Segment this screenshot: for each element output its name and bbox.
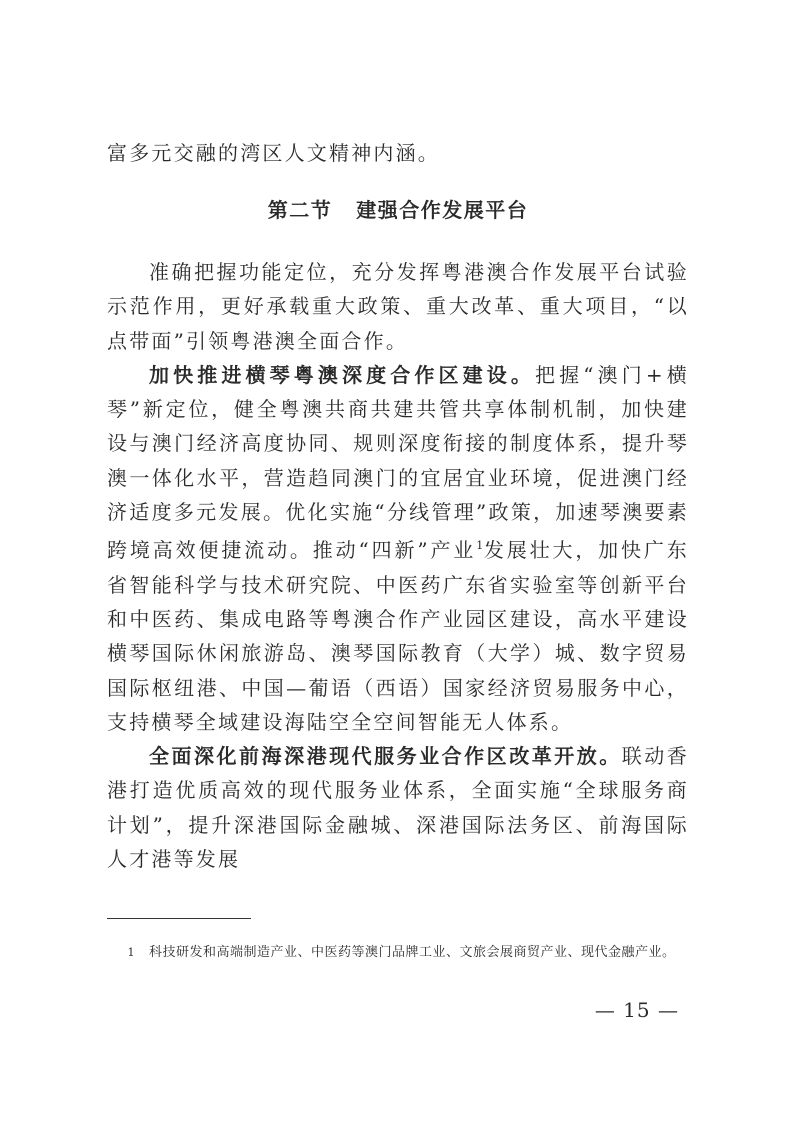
footnote-reference: 1	[476, 539, 484, 553]
paragraph-intro	[107, 255, 689, 358]
paragraph-intro-text: 准确把握功能定位，充分发挥粤港澳合作发展平台试验示范作用，更好承载重大政策、重大改革、重大项目，“以点带面”引领粤港澳全面合作。	[107, 260, 689, 353]
paragraph-qianhai-text: 联动香港打造优质高效的现代服务业体系，全面实施“全球服务商计划”，提升深港国际金融城、深港国际法务区、前海国际人才港等发展	[107, 744, 689, 872]
footnote	[107, 942, 689, 964]
paragraph-hengqin-text-b: 发展壮大，加快广东省智能科学与技术研究院、中医药广东省实验室等创新平台和中医药、集成电路等粤澳合作产业园区建设，高水平建设横琴国际休闲旅游岛、澳琴国际教育（大学）城、数字贸易国际枢纽港、中国—葡语（西语）国家经济贸易服务中心，支持横琴全域建设海陆空全空间智能无人体系。	[107, 538, 689, 734]
continuation-paragraph: 富多元交融的湾区人文精神内涵。	[107, 141, 440, 165]
body-text-top	[107, 136, 689, 170]
section-heading	[107, 194, 689, 223]
paragraph-qianhai	[107, 739, 689, 876]
paragraph-hengqin-text-a: 把握“澳门+横琴”新定位，健全粤澳共商共建共管共享体制机制，加快建设与澳门经济高度协同、规则深度衔接的制度体系，提升琴澳一体化水平，营造趋同澳门的宜居宜业环境，促进澳门经济适度多元发展。优化实施“分线管理”政策，加速琴澳要素跨境高效便捷流动。推动“四新”产业	[107, 362, 689, 563]
section-number: 第二节	[267, 198, 333, 222]
paragraph-hengqin	[107, 358, 689, 739]
paragraph-qianhai-lead: 全面深化前海深港现代服务业合作区改革开放。	[149, 744, 622, 769]
footnote-text: 科技研发和高端制造产业、中医药等澳门品牌工业、文旅会展商贸产业、现代金融产业。	[149, 945, 676, 960]
body-text-main	[107, 255, 689, 876]
section-title: 建强合作发展平台	[356, 198, 529, 222]
paragraph-hengqin-lead: 加快推进横琴粤澳深度合作区建设。	[149, 362, 536, 387]
footnote-number: 1	[127, 946, 135, 959]
page-number: — 15 —	[594, 998, 679, 1022]
footnote-divider	[107, 918, 251, 919]
